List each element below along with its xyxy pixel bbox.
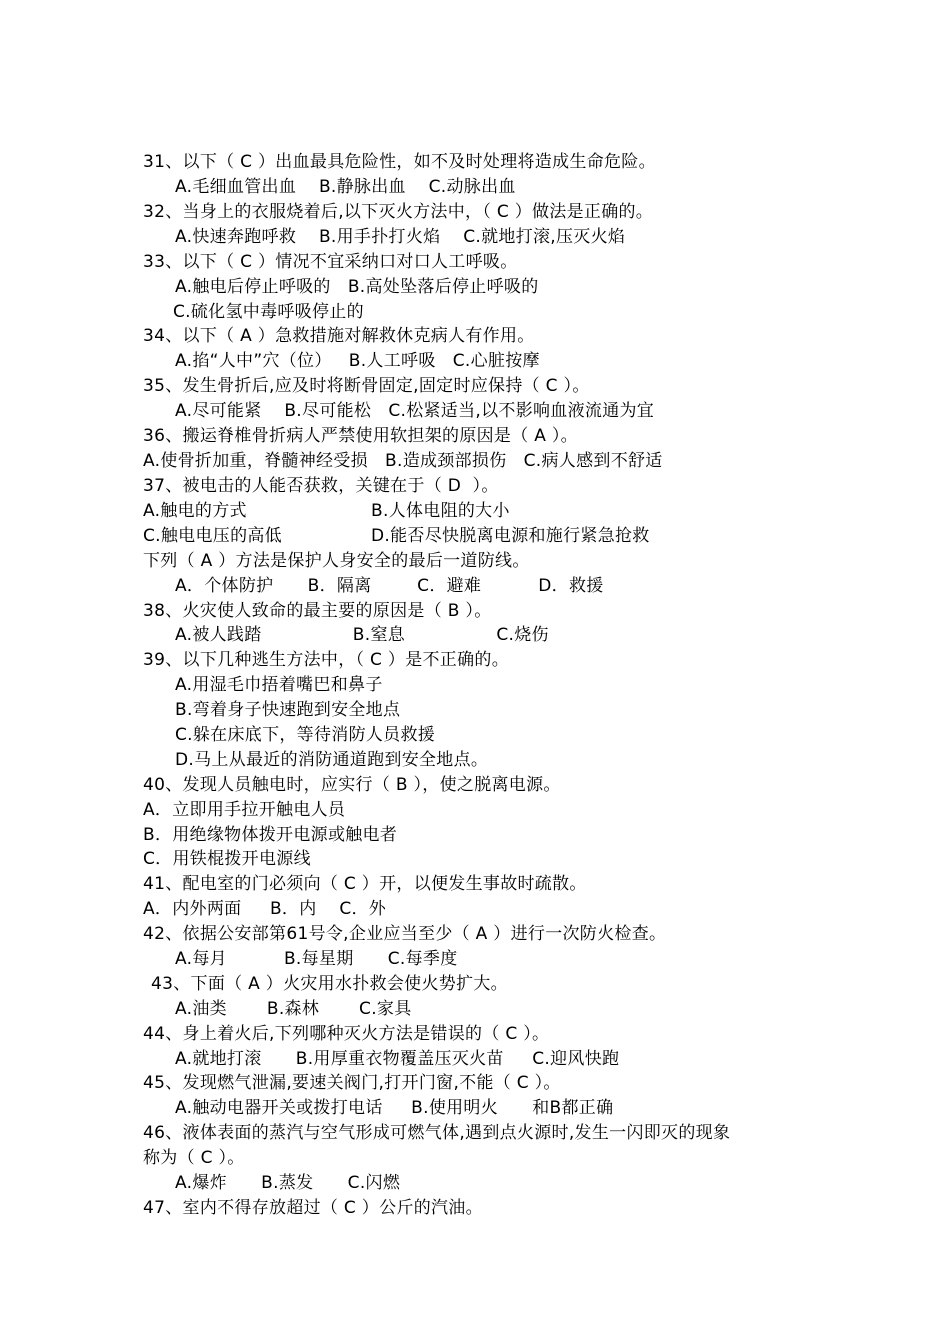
options-42: A.每月 B.每星期 C.每季度: [175, 949, 458, 969]
option-39-a: A.用湿毛巾捂着嘴巴和鼻子: [175, 675, 383, 695]
question-39: 39、以下几种逃生方法中，（ C ）是不正确的。: [143, 650, 510, 670]
options-45: A.触动电器开关或拨打电话 B.使用明火 和B都正确: [175, 1098, 614, 1118]
question-32: 32、当身上的衣服烧着后,以下灭火方法中，（ C ）做法是正确的。: [143, 202, 654, 222]
question-43: 43、下面（ A ）火灾用水扑救会使火势扩大。: [151, 974, 508, 994]
option-40-b: B．用绝缘物体拨开电源或触电者: [143, 825, 398, 845]
options-32: A.快速奔跑呼救 B.用手扑打火焰 C.就地打滚,压灭火焰: [175, 227, 626, 247]
option-37-a: A.触电的方式: [143, 501, 247, 521]
option-40-c: C．用铁棍拨开电源线: [143, 849, 311, 869]
question-46-line-2: 称为（ C ）。: [143, 1148, 245, 1168]
option-39-c: C.躲在床底下，等待消防人员救援: [175, 725, 436, 745]
question-45: 45、发现燃气泄漏,要速关阀门,打开门窗,不能（ C ）。: [143, 1073, 561, 1093]
option-39-d: D.马上从最近的消防通道跑到安全地点。: [175, 750, 489, 770]
options-43: A.油类 B.森林 C.家具: [175, 999, 412, 1019]
options-unnumbered: A．个体防护 B．隔离 C．避难 D．救援: [175, 576, 604, 596]
question-33: 33、以下（ C ）情况不宜采纳口对口人工呼吸。: [143, 252, 518, 272]
options-36: A.使骨折加重，脊髓神经受损 B.造成颈部损伤 C.病人感到不舒适: [143, 451, 663, 471]
option-37-b: B.人体电阻的大小: [371, 501, 510, 521]
question-36: 36、搬运脊椎骨折病人严禁使用软担架的原因是（ A ）。: [143, 426, 578, 446]
question-35: 35、发生骨折后,应及时将断骨固定,固定时应保持（ C ）。: [143, 376, 590, 396]
options-34: A.掐“人中”穴（位） B.人工呼吸 C.心脏按摩: [175, 351, 540, 371]
options-41: A．内外两面 B．内 C．外: [143, 899, 387, 919]
question-41: 41、配电室的门必须向（ C ）开，以便发生事故时疏散。: [143, 874, 587, 894]
question-42: 42、依据公安部第61号令,企业应当至少（ A ）进行一次防火检查。: [143, 924, 667, 944]
option-37-c: C.触电电压的高低: [143, 526, 282, 546]
option-37-d: D.能否尽快脱离电源和施行紧急抢救: [371, 526, 650, 546]
question-37: 37、被电击的人能否获救，关键在于（ D ）。: [143, 476, 499, 496]
options-33-c: C.硫化氢中毒呼吸停止的: [173, 302, 364, 322]
question-44: 44、身上着火后,下列哪种灭火方法是错误的（ C ）。: [143, 1024, 550, 1044]
question-34: 34、以下（ A ）急救措施对解救休克病人有作用。: [143, 326, 535, 346]
options-46: A.爆炸 B.蒸发 C.闪燃: [175, 1173, 401, 1193]
options-38: A.被人践踏 B.窒息 C.烧伤: [175, 625, 549, 645]
question-31: 31、以下（ C ）出血最具危险性，如不及时处理将造成生命危险。: [143, 152, 656, 172]
options-31: A.毛细血管出血 B.静脉出血 C.动脉出血: [175, 177, 516, 197]
option-40-a: A．立即用手拉开触电人员: [143, 800, 346, 820]
options-44: A.就地打滚 B.用厚重衣物覆盖压灭火苗 C.迎风快跑: [175, 1049, 620, 1069]
question-46-line-1: 46、液体表面的蒸汽与空气形成可燃气体,遇到点火源时,发生一闪即灭的现象: [143, 1123, 731, 1143]
question-unnumbered: 下列（ A ）方法是保护人身安全的最后一道防线。: [143, 551, 530, 571]
options-35: A.尽可能紧 B.尽可能松 C.松紧适当,以不影响血液流通为宜: [175, 401, 655, 421]
question-47: 47、室内不得存放超过（ C ）公斤的汽油。: [143, 1198, 483, 1218]
option-39-b: B.弯着身子快速跑到安全地点: [175, 700, 401, 720]
question-38: 38、火灾使人致命的最主要的原因是（ B ）。: [143, 601, 492, 621]
question-40: 40、发现人员触电时，应实行（ B ），使之脱离电源。: [143, 775, 561, 795]
options-33-ab: A.触电后停止呼吸的 B.高处坠落后停止呼吸的: [175, 277, 539, 297]
